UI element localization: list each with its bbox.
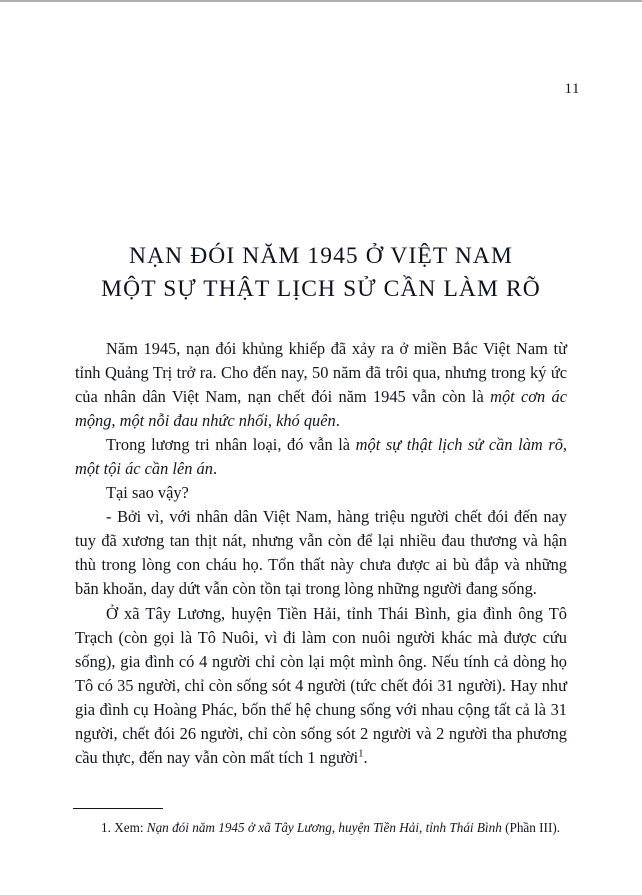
footnote-cited-title: Nạn đói năm 1945 ở xã Tây Lương, huyện Tiền Hải, tỉnh Thái Bình	[146, 820, 502, 835]
footnote-1	[73, 818, 567, 838]
paragraph-1	[75, 337, 567, 433]
footnote-reference-marker: 1	[358, 747, 364, 760]
paragraph-2-text-after-italic: .	[212, 459, 218, 479]
title-line-2: MỘT SỰ THẬT LỊCH SỬ CẦN LÀM RÕ	[101, 276, 541, 302]
paragraph-2-italic-phrase: một sự thật lịch sử cần làm rõ, một tội ác cần lên án	[75, 435, 568, 479]
title-line-1: NẠN ĐÓI NĂM 1945 Ở VIỆT NAM	[129, 243, 513, 269]
body-text-column	[75, 337, 567, 770]
paragraph-5-text: Ở xã Tây Lương, huyện Tiền Hải, tỉnh Thái Bình, gia đình ông Tô Trạch (còn gọi là Tô Nuôi, vì đi làm con nuôi người khác mà được cứu sống), gia đình có 4 người chỉ còn lại một mình ông. Nếu tính cả dòng họ Tô có 35 người, chỉ còn sống sót 4 người (tức chết đói 31 người). Hay như gia đình cụ Hoàng Phác, bốn thế hệ chung sống với nhau cộng tất cả là 31 người, chết đói 26 người, chỉ còn sống sót 2 người và 2 người tha phương cầu thực, đến nay vẫn còn mất tích 1 người	[75, 603, 567, 767]
paragraph-1-text-after-italic: .	[335, 411, 340, 431]
footnote-separator-rule	[73, 808, 163, 809]
paragraph-5	[75, 602, 567, 770]
paragraph-1-italic-phrase: một cơn ác mộng, một nỗi đau nhức nhối, khó quên	[75, 387, 567, 431]
paragraph-2-text-before-italic: Trong lương tri nhân loại, đó vẫn là	[106, 435, 356, 455]
footnote-trailing: (Phần III).	[501, 820, 561, 835]
paragraph-4: - Bởi vì, với nhân dân Việt Nam, hàng triệu người chết đói đến nay tuy đã xương tan thịt nát, nhưng vẫn còn để lại nhiều đau thương và hận thù trong lòng con cháu họ. Tổn thất này chưa được ai bù đắp và những băn khoăn, day dứt vẫn còn tồn tại trong lòng những người đang sống.	[75, 507, 567, 599]
page-number: 11	[564, 81, 580, 97]
paragraph-3: Tại sao vậy?	[106, 483, 189, 503]
page-title	[75, 240, 567, 306]
footnote-block	[73, 808, 567, 838]
footnote-lead-in: 1. Xem:	[101, 820, 147, 835]
paragraph-1-text-before-italic: Năm 1945, nạn đói khủng khiếp đã xảy ra ở miền Bắc Việt Nam từ tỉnh Quảng Trị trở ra. Cho đến nay, 50 năm đã trôi qua, nhưng trong ký ức của nhân dân Việt Nam, nạn chết đói năm 1945 vẫn còn là	[75, 339, 567, 407]
paragraph-5-text-after-marker: .	[363, 747, 368, 767]
paragraph-2	[75, 433, 567, 481]
